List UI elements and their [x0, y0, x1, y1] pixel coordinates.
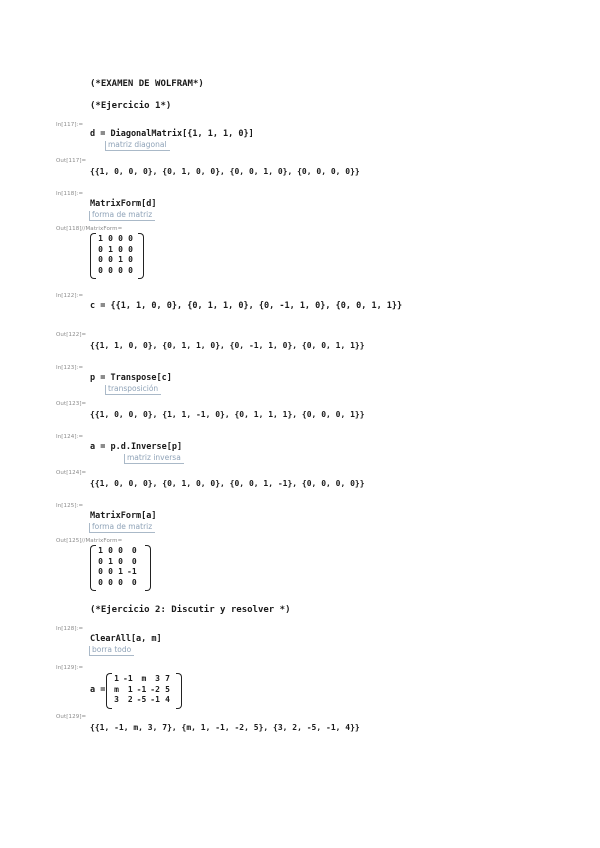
out-label-125: Out[125]//MatrixForm= — [56, 538, 123, 544]
matrix-row — [95, 245, 135, 256]
matrix-cell: -1 — [123, 674, 133, 683]
output-129: {{1, -1, m, 3, 7}, {m, 1, -1, -2, 5}, {3, 2, -5, -1, 4}} — [90, 723, 360, 732]
matrix-cell: -1 — [127, 567, 137, 576]
matrix-cell: 0 — [118, 265, 123, 275]
in-label-128: In[128]:= — [56, 626, 84, 632]
matrix-cell: 0 — [128, 265, 133, 275]
matrix-output-125 — [90, 545, 156, 591]
input-118[interactable]: MatrixForm[d] — [90, 199, 157, 209]
right-bracket — [138, 233, 144, 279]
matrix-row — [111, 685, 172, 696]
matrix-cell: 0 — [98, 265, 103, 275]
matrix-row — [95, 234, 135, 245]
matrix-cell: -2 — [150, 684, 160, 694]
matrix-input-129[interactable] — [106, 673, 182, 709]
matrix-cell: 0 — [118, 244, 123, 254]
matrix-cell: 0 — [108, 567, 113, 576]
in-label-124: In[124]:= — [56, 434, 84, 440]
input-122[interactable]: c = {{1, 1, 0, 0}, {0, 1, 1, 0}, {0, -1, 1, 0}, {0, 0, 1, 1}} — [90, 301, 403, 311]
matrix-cell: 0 — [131, 577, 137, 587]
matrix-cell: 2 — [127, 695, 133, 704]
matrix-cell: 0 — [118, 556, 123, 566]
matrix-cell: -5 — [136, 695, 147, 704]
matrix-cell: -1 — [150, 695, 160, 704]
matrix-cell: m — [114, 684, 119, 694]
matrix-cell: 0 — [98, 556, 103, 566]
matrix-cell: 0 — [98, 244, 103, 254]
exercise1-comment: (*Ejercicio 1*) — [90, 101, 172, 111]
matrix-cell: 0 — [108, 255, 113, 264]
matrix-row — [95, 578, 139, 589]
matrix-cell: 0 — [108, 577, 113, 587]
matrix-cell: 0 — [128, 255, 133, 264]
right-bracket — [176, 673, 182, 709]
in-label-117: In[117]:= — [56, 122, 84, 128]
in-label-129: In[129]:= — [56, 665, 84, 671]
hint-forma-de-matriz-2[interactable]: forma de matriz — [89, 523, 155, 533]
matrix-row — [111, 674, 172, 685]
matrix-cell: 1 — [118, 567, 123, 576]
input-129-prefix[interactable]: a = — [90, 685, 106, 695]
output-122: {{1, 1, 0, 0}, {0, 1, 1, 0}, {0, -1, 1, 0}, {0, 0, 1, 1}} — [90, 341, 365, 350]
right-bracket — [145, 545, 151, 591]
output-123: {{1, 0, 0, 0}, {1, 1, -1, 0}, {0, 1, 1, 1}, {0, 0, 0, 1}} — [90, 410, 365, 419]
matrix-cell: 0 — [131, 546, 137, 555]
matrix-row — [111, 695, 172, 706]
matrix-cell: 1 — [98, 234, 103, 243]
in-label-125: In[125]:= — [56, 503, 84, 509]
matrix-cell: 0 — [108, 234, 113, 243]
matrix-row — [95, 266, 135, 277]
out-label-129: Out[129]= — [56, 714, 87, 720]
in-label-123: In[123]:= — [56, 365, 84, 371]
matrix-cell: 1 — [108, 244, 113, 254]
matrix-cell: 0 — [118, 577, 123, 587]
matrix-cell: 3 — [155, 674, 160, 683]
matrix-cell: 1 — [127, 684, 133, 694]
matrix-cell: 0 — [118, 234, 123, 243]
matrix-row — [95, 567, 139, 578]
matrix-row — [95, 255, 135, 266]
hint-matriz-diagonal[interactable]: matriz diagonal — [105, 141, 170, 151]
hint-borra-todo[interactable]: borra todo — [89, 646, 134, 656]
output-117: {{1, 0, 0, 0}, {0, 1, 0, 0}, {0, 0, 1, 0}, {0, 0, 0, 0}} — [90, 167, 360, 176]
matrix-cell: 1 — [98, 546, 103, 555]
in-label-118: In[118]:= — [56, 191, 84, 197]
out-label-117: Out[117]= — [56, 158, 87, 164]
input-124[interactable]: a = p.d.Inverse[p] — [90, 442, 183, 452]
matrix-cell: 0 — [131, 556, 137, 566]
output-124: {{1, 0, 0, 0}, {0, 1, 0, 0}, {0, 0, 1, -1}, {0, 0, 0, 0}} — [90, 479, 365, 488]
out-label-124: Out[124]= — [56, 470, 87, 476]
matrix-cell: 0 — [128, 234, 133, 243]
hint-forma-de-matriz[interactable]: forma de matriz — [89, 211, 155, 221]
matrix-cell: m — [141, 674, 147, 683]
matrix-cell: 0 — [98, 567, 103, 576]
input-128[interactable]: ClearAll[a, m] — [90, 634, 162, 644]
input-125[interactable]: MatrixForm[a] — [90, 511, 157, 521]
out-label-118: Out[118]//MatrixForm= — [56, 226, 123, 232]
matrix-row — [95, 546, 139, 557]
hint-matriz-inversa[interactable]: matriz inversa — [124, 454, 184, 464]
matrix-cell: 0 — [98, 255, 103, 264]
matrix-cell: 0 — [128, 244, 133, 254]
matrix-cell: 1 — [118, 255, 123, 264]
exercise2-comment: (*Ejercicio 2: Discutir y resolver *) — [90, 605, 291, 615]
input-117[interactable]: d = DiagonalMatrix[{1, 1, 1, 0}] — [90, 129, 254, 139]
exam-title-comment: (*EXAMEN DE WOLFRAM*) — [90, 79, 204, 89]
in-label-122: In[122]:= — [56, 293, 84, 299]
input-123[interactable]: p = Transpose[c] — [90, 373, 172, 383]
matrix-cell: 0 — [118, 546, 123, 555]
matrix-output-118 — [90, 233, 148, 279]
matrix-cell: 1 — [108, 556, 113, 566]
matrix-cell: -1 — [136, 684, 147, 694]
matrix-table — [95, 234, 135, 276]
matrix-cell: 1 — [114, 674, 119, 683]
matrix-cell: 0 — [108, 546, 113, 555]
matrix-cell: 5 — [165, 684, 170, 694]
matrix-cell: 0 — [98, 577, 103, 587]
matrix-cell: 3 — [114, 695, 119, 704]
matrix-cell: 0 — [108, 265, 113, 275]
matrix-table — [95, 546, 139, 588]
matrix-row — [95, 557, 139, 568]
hint-transposicion[interactable]: transposición — [105, 385, 161, 395]
out-label-123: Out[123]= — [56, 401, 87, 407]
out-label-122: Out[122]= — [56, 332, 87, 338]
matrix-cell: 7 — [165, 674, 170, 683]
matrix-cell: 4 — [165, 695, 170, 704]
matrix-table — [111, 674, 172, 706]
